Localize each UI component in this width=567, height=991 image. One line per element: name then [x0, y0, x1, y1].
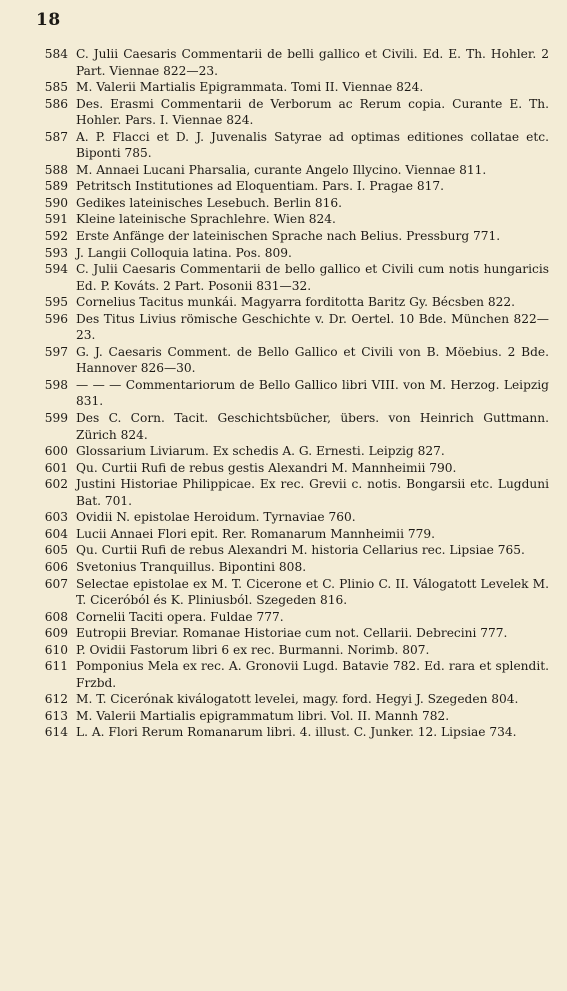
- catalog-entry: [34, 228, 549, 245]
- catalog-entry: [34, 211, 549, 228]
- entry-text: Kleine lateinische Sprachlehre. Wien 824.: [76, 212, 336, 227]
- entry-text: Erste Anfänge der lateinischen Sprache nach Belius. Pressburg 771.: [76, 229, 501, 244]
- entry-text: Lucii Annaei Flori epit. Rer. Romanarum Mannheimii 779.: [76, 526, 435, 541]
- entry-text: Des C. Corn. Tacit. Geschichtsbücher, übers. von Heinrich Guttmann. Zürich 824.: [76, 411, 549, 442]
- entry-number: 610: [44, 642, 68, 657]
- entry-number: 613: [44, 708, 68, 723]
- entry-text: Cornelius Tacitus munkái. Magyarra forditotta Baritz Gy. Bécsben 822.: [76, 295, 515, 310]
- entry-text: M. T. Cicerónak kiválogatott levelei, magy. ford. Hegyi J. Szegeden 804.: [76, 692, 519, 707]
- catalog-entry: [34, 195, 549, 212]
- entry-number: 594: [44, 262, 68, 277]
- entry-number: 603: [44, 510, 68, 525]
- entry-number: 599: [44, 411, 68, 426]
- catalog-entry: [34, 542, 549, 559]
- catalog-entry: [34, 96, 549, 129]
- entry-number: 584: [44, 47, 68, 61]
- entry-number: 588: [44, 162, 68, 177]
- entry-number: 597: [44, 344, 68, 359]
- entry-text: Ovidii N. epistolae Heroidum. Tyrnaviae 760.: [76, 510, 356, 525]
- entry-number: 586: [44, 96, 68, 111]
- catalog-entry: [34, 162, 549, 179]
- catalog-entry: [34, 509, 549, 526]
- entry-text: G. J. Caesaris Comment. de Bello Gallico et Civili von B. Möebius. 2 Bde. Hannover 826—30.: [76, 344, 549, 376]
- entry-text: Qu. Curtii Rufi de rebus gestis Alexandri M. Mannheimii 790.: [76, 460, 457, 475]
- entry-number: 590: [44, 195, 68, 210]
- catalog-entry: [34, 178, 549, 195]
- catalog-entry: [34, 460, 549, 477]
- catalog-entry: [34, 609, 549, 626]
- catalog-entry: [34, 625, 549, 642]
- entry-number: 602: [44, 477, 68, 492]
- entry-number: 606: [44, 559, 68, 574]
- catalog-entry: [34, 526, 549, 543]
- entry-number: 614: [44, 725, 68, 740]
- catalog-entry: [34, 261, 549, 294]
- entry-text: M. Annaei Lucani Pharsalia, curante Angelo Illycino. Viennae 811.: [76, 162, 487, 177]
- entry-number: 593: [44, 245, 68, 260]
- entry-number: 611: [44, 659, 68, 674]
- page-number: 18: [36, 10, 61, 30]
- entry-number: 609: [44, 626, 68, 641]
- catalog-entry: [34, 724, 549, 741]
- entry-number: 601: [44, 460, 68, 475]
- entry-text: C. Julii Caesaris Commentarii de bello gallico et Civili cum notis hungaricis Ed. P. Kováts. 2 Part. Posonii 831—32.: [76, 262, 549, 293]
- catalog-entry: [34, 294, 549, 311]
- entry-text: M. Valerii Martialis epigrammatum libri. Vol. II. Mannh 782.: [76, 708, 450, 723]
- entry-number: 604: [44, 526, 68, 541]
- catalog-entry: [34, 443, 549, 460]
- entry-number: 612: [44, 692, 68, 707]
- entry-number: 598: [44, 377, 68, 392]
- entry-text: Des. Erasmi Commentarii de Verborum ac Rerum copia. Curante E. Th. Hohler. Pars. I. Viennae 824.: [76, 96, 549, 128]
- catalog-entry: [34, 79, 549, 96]
- catalog-entry: [34, 344, 549, 377]
- entry-number: 600: [44, 444, 68, 459]
- catalog-entry: [34, 708, 549, 725]
- catalog-entry: [34, 658, 549, 691]
- catalog-entry: [34, 691, 549, 708]
- catalog-entry: [34, 46, 549, 79]
- catalog-entry: [34, 377, 549, 410]
- entry-number: 589: [44, 179, 68, 194]
- catalog-entry: [34, 559, 549, 576]
- catalog-entry: [34, 410, 549, 443]
- catalog-entry-list: [34, 46, 549, 741]
- entry-text: Cornelii Taciti opera. Fuldae 777.: [76, 609, 284, 624]
- entry-text: Gedikes lateinisches Lesebuch. Berlin 816.: [76, 195, 343, 210]
- entry-text: Selectae epistolae ex M. T. Cicerone et C. Plinio C. II. Válogatott Levelek M. T. Ciceróból és K. Pliniusból. Szegeden 816.: [76, 576, 549, 608]
- entry-number: 592: [44, 229, 68, 244]
- entry-text: Svetonius Tranquillus. Bipontini 808.: [76, 559, 307, 574]
- catalog-entry: [34, 129, 549, 162]
- entry-number: 607: [44, 576, 68, 591]
- entry-text: Justini Historiae Philippicae. Ex rec. Grevii c. notis. Bongarsii etc. Lugduni Bat. 701.: [76, 477, 549, 508]
- entry-number: 595: [44, 295, 68, 310]
- catalog-entry: [34, 311, 549, 344]
- entry-number: 585: [44, 80, 68, 95]
- catalog-entry: [34, 476, 549, 509]
- entry-text: Eutropii Breviar. Romanae Historiae cum not. Cellarii. Debrecini 777.: [76, 626, 508, 641]
- entry-number: 605: [44, 543, 68, 558]
- catalog-entry: [34, 245, 549, 262]
- entry-number: 608: [44, 609, 68, 624]
- entry-text: Des Titus Livius römische Geschichte v. Dr. Oertel. 10 Bde. München 822—23.: [76, 311, 549, 343]
- entry-text: P. Ovidii Fastorum libri 6 ex rec. Burmanni. Norimb. 807.: [76, 642, 430, 657]
- entry-text: — — — Commentariorum de Bello Gallico libri VIII. von M. Herzog. Leipzig 831.: [76, 377, 549, 409]
- entry-text: A. P. Flacci et D. J. Juvenalis Satyrae ad optimas editiones collatae etc. Biponti 785.: [76, 129, 549, 161]
- entry-text: C. Julii Caesaris Commentarii de belli gallico et Civili. Ed. E. Th. Hohler. 2 Part. Viennae 822—23.: [76, 47, 549, 78]
- entry-text: Petritsch Institutiones ad Eloquentiam. Pars. I. Pragae 817.: [76, 179, 445, 194]
- entry-text: Pomponius Mela ex rec. A. Gronovii Lugd. Batavie 782. Ed. rara et splendit. Frzbd.: [76, 659, 549, 690]
- entry-number: 596: [44, 311, 68, 326]
- entry-number: 591: [44, 212, 68, 227]
- catalog-entry: [34, 642, 549, 659]
- entry-text: L. A. Flori Rerum Romanarum libri. 4. illust. C. Junker. 12. Lipsiae 734.: [76, 725, 517, 740]
- catalog-entry: [34, 576, 549, 609]
- entry-text: Qu. Curtii Rufi de rebus Alexandri M. historia Cellarius rec. Lipsiae 765.: [76, 543, 525, 558]
- entry-text: Glossarium Liviarum. Ex schedis A. G. Ernesti. Leipzig 827.: [76, 444, 445, 459]
- entry-text: J. Langii Colloquia latina. Pos. 809.: [76, 245, 292, 260]
- entry-number: 587: [44, 129, 68, 144]
- entry-text: M. Valerii Martialis Epigrammata. Tomi II. Viennae 824.: [76, 80, 424, 95]
